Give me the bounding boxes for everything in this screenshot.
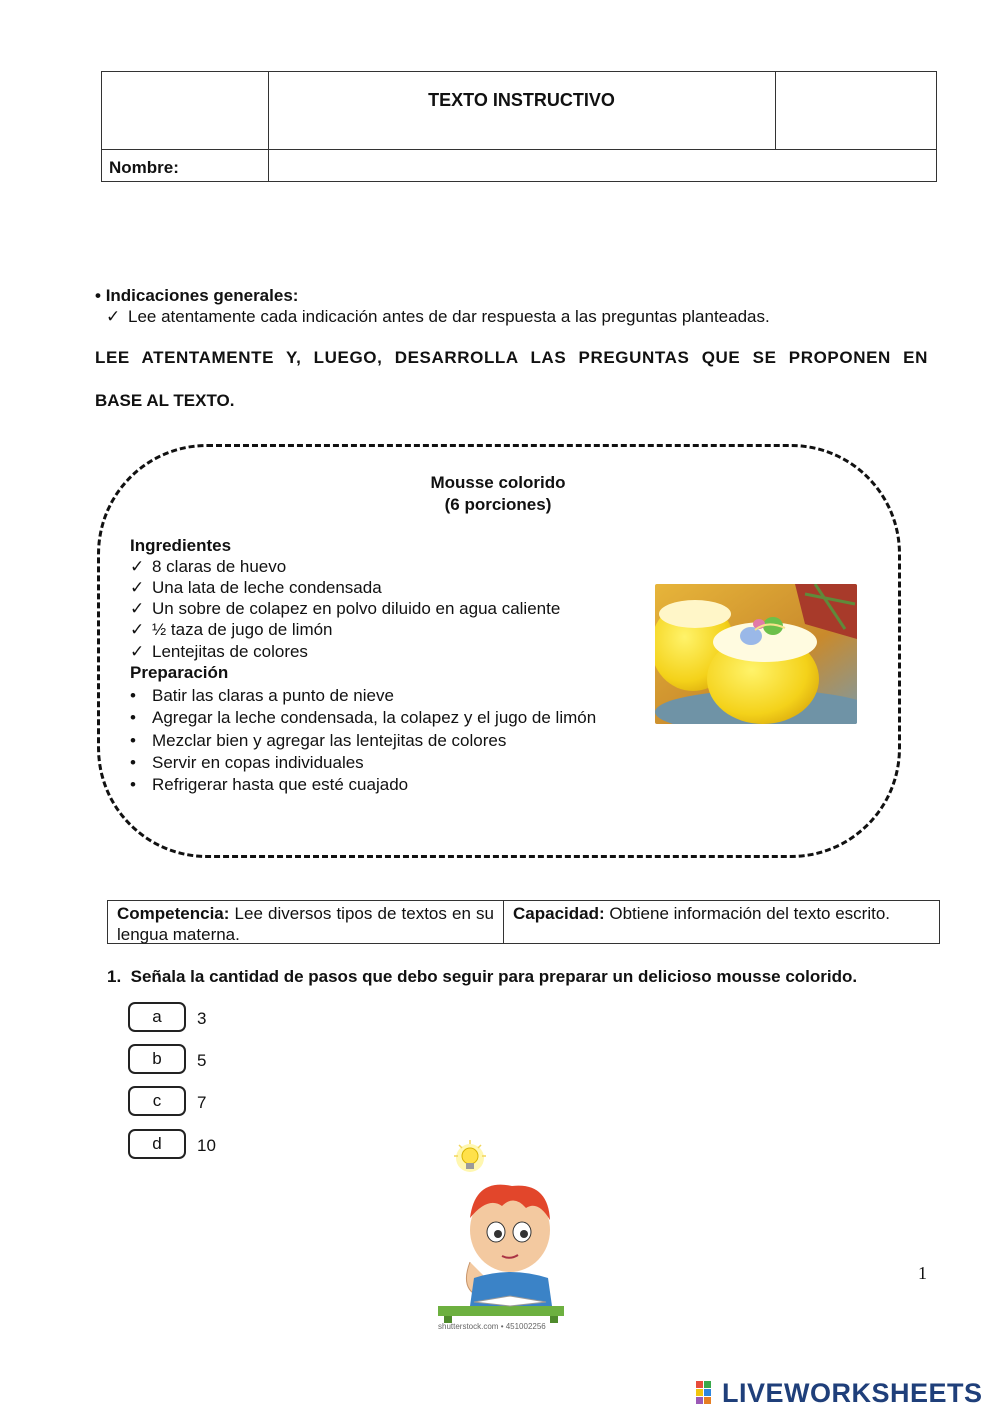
check-icon: ✓: [130, 642, 145, 661]
option-b-value: 5: [197, 1051, 207, 1070]
capacidad-cell: Capacidad: Obtiene información del texto escrito.: [513, 904, 891, 923]
recipe-title-block: [300, 472, 696, 516]
brand-text: LIVEWORKSHEETS: [722, 1378, 983, 1408]
general-item: [106, 307, 770, 327]
step-item: • Agregar la leche condensada, la colapez y el jugo de limón: [130, 708, 597, 727]
step-item: • Mezclar bien y agregar las lentejitas de colores: [130, 731, 507, 750]
ingredient-item: ✓ Un sobre de colapez en polvo diluido en agua caliente: [130, 599, 561, 618]
instruction-line-1: LEE ATENTAMENTE Y, LUEGO, DESARROLLA LAS PREGUNTAS QUE SE PROPONEN EN: [95, 348, 928, 367]
ingredient-item: ✓ Una lata de leche condensada: [130, 578, 382, 597]
competencia-table: [107, 900, 940, 944]
instruction-line-2: BASE AL TEXTO.: [95, 391, 235, 410]
option-c-value: 7: [197, 1093, 207, 1112]
check-icon: ✓: [130, 599, 145, 618]
step-item: • Refrigerar hasta que esté cuajado: [130, 775, 409, 794]
ingredients-heading: Ingredientes: [130, 536, 232, 555]
recipe-portions: (6 porciones): [444, 495, 552, 514]
question-text: Señala la cantidad de pasos que debo seguir para preparar un delicioso mousse colorido.: [130, 967, 858, 986]
document-title: TEXTO INSTRUCTIVO: [428, 90, 615, 110]
preparation-heading: Preparación: [130, 663, 229, 682]
option-c-box[interactable]: c: [128, 1086, 186, 1116]
general-heading: [95, 286, 298, 306]
header-table: [101, 71, 937, 182]
mousse-photo: [655, 584, 857, 724]
general-heading-text: Indicaciones generales:: [105, 286, 299, 305]
ingredient-item: ✓ ½ taza de jugo de limón: [130, 620, 333, 639]
general-item-text: Lee atentamente cada indicación antes de dar respuesta a las preguntas planteadas.: [128, 307, 770, 326]
option-a-box[interactable]: a: [128, 1002, 186, 1032]
bullet-icon: •: [130, 775, 136, 794]
option-d-box[interactable]: d: [128, 1129, 186, 1159]
page-number: 1: [918, 1263, 927, 1283]
check-icon: ✓: [130, 557, 145, 576]
option-b-box[interactable]: b: [128, 1044, 186, 1074]
ingredient-item: ✓ Lentejitas de colores: [130, 642, 308, 661]
ingredient-item: ✓ 8 claras de huevo: [130, 557, 287, 576]
thinking-boy-illustration: [430, 1138, 570, 1323]
bullet-icon: •: [130, 753, 136, 772]
step-item: • Batir las claras a punto de nieve: [130, 686, 394, 705]
bullet-icon: •: [95, 286, 101, 305]
check-icon: ✓: [130, 578, 145, 597]
image-credit: shutterstock.com • 451002256: [438, 1322, 546, 1331]
recipe-title: Mousse colorido: [430, 473, 566, 492]
option-d-value: 10: [197, 1136, 216, 1155]
bullet-icon: •: [130, 686, 136, 705]
option-a-value: 3: [197, 1009, 207, 1028]
question-1: [107, 967, 857, 987]
bullet-icon: •: [130, 708, 136, 727]
liveworksheets-logo-icon: [696, 1381, 720, 1405]
step-item: • Servir en copas individuales: [130, 753, 364, 772]
liveworksheets-logo: [696, 1378, 983, 1409]
check-icon: ✓: [130, 620, 145, 639]
bullet-icon: •: [130, 731, 136, 750]
nombre-label: Nombre:: [109, 158, 179, 177]
check-icon: ✓: [106, 307, 121, 326]
competencia-cell: Competencia: Lee diversos tipos de textos en su lengua materna.: [117, 904, 494, 944]
question-number: 1.: [107, 967, 122, 986]
